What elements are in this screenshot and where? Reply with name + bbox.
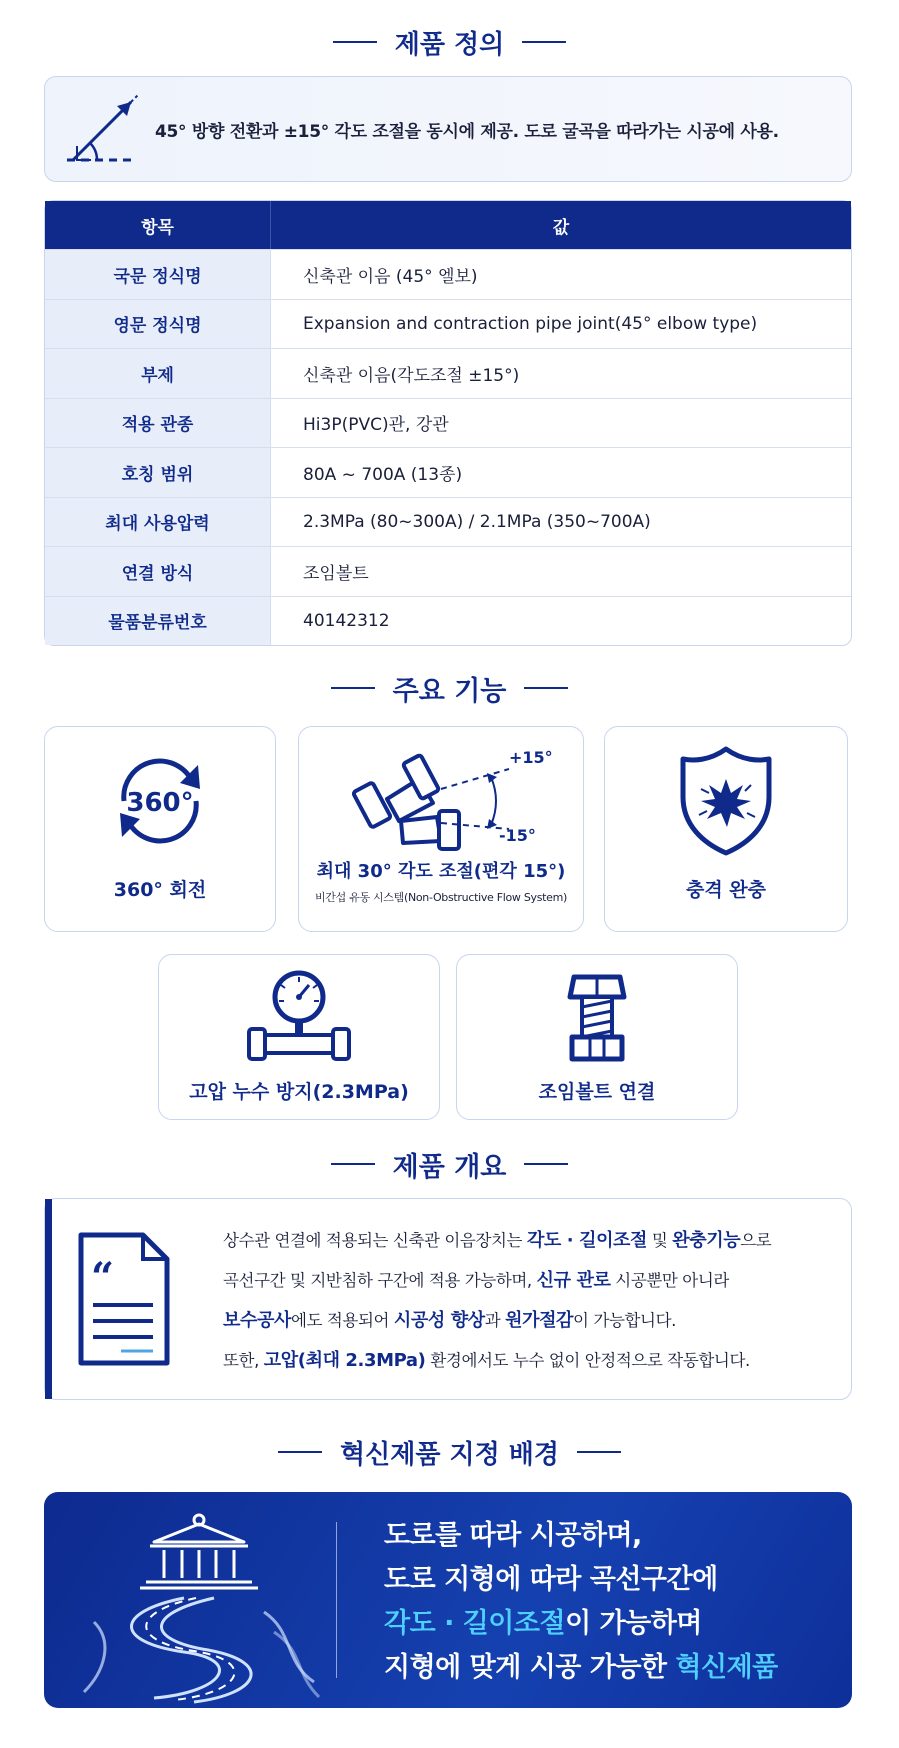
bolt-icon — [562, 967, 632, 1071]
row-value: 40142312 — [303, 610, 390, 631]
overview-line — [223, 1221, 771, 1261]
definition-box — [44, 76, 852, 182]
feature-label: 충격 완충 — [685, 879, 767, 901]
title-line-left — [331, 687, 375, 689]
overview-highlight: 신규 관로 — [536, 1270, 611, 1291]
background-line — [384, 1646, 778, 1690]
section-title-background-text: 혁신제품 지정 배경 — [339, 1439, 560, 1470]
background-text: 도로 지형에 따라 곡선구간에 — [384, 1564, 718, 1595]
overview-text: 으로 — [740, 1231, 772, 1250]
background-line — [384, 1602, 778, 1646]
row-label: 적용 관종 — [45, 399, 271, 448]
table-row — [45, 398, 851, 448]
overview-accent-bar — [45, 1199, 52, 1399]
rotate-360-icon — [100, 741, 220, 861]
shield-impact-icon — [671, 741, 781, 861]
overview-text: 및 — [647, 1231, 673, 1250]
row-label: 국문 정식명 — [45, 250, 271, 299]
svg-text:“: “ — [91, 1254, 115, 1301]
section-title-features — [0, 668, 899, 708]
overview-text: 상수관 연결에 적용되는 신축관 이음장치는 — [223, 1231, 527, 1250]
overview-text: 과 — [484, 1311, 506, 1330]
background-text: 지형에 맞게 시공 가능한 — [384, 1652, 676, 1683]
title-line-left — [331, 1163, 375, 1165]
plus-angle-label: +15° — [509, 748, 553, 767]
angle-arrow-icon — [45, 76, 155, 182]
background-text: 이 가능하며 — [565, 1608, 702, 1639]
table-row — [45, 348, 851, 398]
title-line-left — [333, 41, 377, 43]
feature-sublabel: 비간섭 유동 시스템(Non-Obstructive Flow System) — [314, 891, 568, 904]
section-title-overview-text: 제품 개요 — [392, 1151, 507, 1183]
overview-text: 환경에서도 누수 없이 안정적으로 작동합니다. — [425, 1351, 750, 1370]
table-row — [45, 249, 851, 299]
overview-text: 이 가능합니다. — [573, 1311, 676, 1330]
section-title-definition-text: 제품 정의 — [394, 29, 505, 60]
overview-text: 곡선구간 및 지반침하 구간에 적용 가능하며, — [223, 1271, 537, 1290]
feature-card-shock — [604, 726, 848, 932]
overview-highlight: 보수공사 — [223, 1310, 291, 1331]
overview-text: 또한, — [223, 1351, 264, 1370]
definition-text: 45° 방향 전환과 ±15° 각도 조절을 동시에 제공. 도로 굴곡을 따라가는 시공에 사용. — [155, 121, 779, 142]
table-row — [45, 546, 851, 596]
overview-box — [44, 1198, 852, 1400]
table-row — [45, 447, 851, 497]
title-line-right — [524, 1163, 568, 1165]
feature-card-bolt — [456, 954, 738, 1120]
government-building-road-icon — [74, 1502, 324, 1702]
title-line-left — [278, 1451, 322, 1453]
row-value: 80A ~ 700A (13종) — [303, 464, 463, 485]
table-row — [45, 497, 851, 547]
overview-highlight: 완충기능 — [672, 1230, 741, 1251]
pressure-gauge-icon — [239, 967, 359, 1071]
overview-highlight: 원가절감 — [505, 1310, 574, 1331]
overview-line — [223, 1301, 771, 1341]
overview-highlight: 고압(최대 2.3MPa) — [263, 1350, 426, 1371]
section-title-background — [0, 1432, 899, 1472]
row-label: 최대 사용압력 — [45, 498, 271, 547]
background-panel — [44, 1492, 852, 1708]
feature-label: 360° 회전 — [113, 879, 207, 901]
overview-highlight: 시공성 향상 — [393, 1310, 485, 1331]
row-label: 호칭 범위 — [45, 448, 271, 497]
row-label: 영문 정식명 — [45, 300, 271, 349]
background-line — [384, 1514, 778, 1558]
background-line — [384, 1558, 778, 1602]
section-title-definition — [0, 22, 899, 62]
spec-table-header — [45, 201, 851, 249]
background-statement — [384, 1514, 778, 1690]
row-value: 2.3MPa (80~300A) / 2.1MPa (350~700A) — [303, 511, 651, 532]
background-text: 도로를 따라 시공하며, — [384, 1520, 642, 1551]
background-highlight: 각도 · 길이조절 — [384, 1608, 566, 1639]
table-row — [45, 299, 851, 349]
row-label: 연결 방식 — [45, 547, 271, 596]
feature-label: 최대 30° 각도 조절(편각 15°) — [316, 861, 566, 882]
minus-angle-label: -15° — [499, 826, 536, 845]
overview-highlight: 각도 · 길이조절 — [526, 1230, 648, 1251]
row-value: Hi3P(PVC)관, 강관 — [303, 415, 449, 436]
title-line-right — [522, 41, 566, 43]
feature-label: 고압 누수 방지(2.3MPa) — [189, 1081, 409, 1103]
overview-text: 에도 적용되어 — [290, 1311, 394, 1330]
title-line-right — [577, 1451, 621, 1453]
title-line-right — [524, 687, 568, 689]
overview-paragraph — [223, 1221, 771, 1381]
overview-line — [223, 1261, 771, 1301]
row-value: 조임볼트 — [303, 563, 369, 584]
feature-card-pressure — [158, 954, 440, 1120]
header-item: 항목 — [45, 201, 271, 249]
spec-table — [44, 200, 852, 646]
background-highlight: 혁신제품 — [675, 1652, 778, 1683]
overview-text: 시공뿐만 아니라 — [610, 1271, 729, 1290]
feature-card-angle — [298, 726, 584, 932]
section-title-features-text: 주요 기능 — [392, 675, 507, 707]
table-row — [45, 596, 851, 646]
row-value: Expansion and contraction pipe joint(45° elbow type) — [303, 313, 758, 334]
row-value: 신축관 이음 (45° 엘보) — [303, 266, 478, 287]
feature-label: 조임볼트 연결 — [538, 1081, 656, 1103]
quote-document-icon — [75, 1229, 173, 1369]
feature-card-rotation — [44, 726, 276, 932]
rotate-icon-text: 360° — [126, 788, 194, 818]
overview-line — [223, 1341, 771, 1381]
row-value: 신축관 이음(각도조절 ±15°) — [303, 365, 520, 386]
panel-divider — [336, 1522, 337, 1678]
angle-adjust-pipe-icon — [341, 733, 553, 853]
row-label: 물품분류번호 — [45, 597, 271, 646]
section-title-overview — [0, 1144, 899, 1184]
header-value: 값 — [552, 217, 570, 238]
row-label: 부제 — [45, 349, 271, 398]
